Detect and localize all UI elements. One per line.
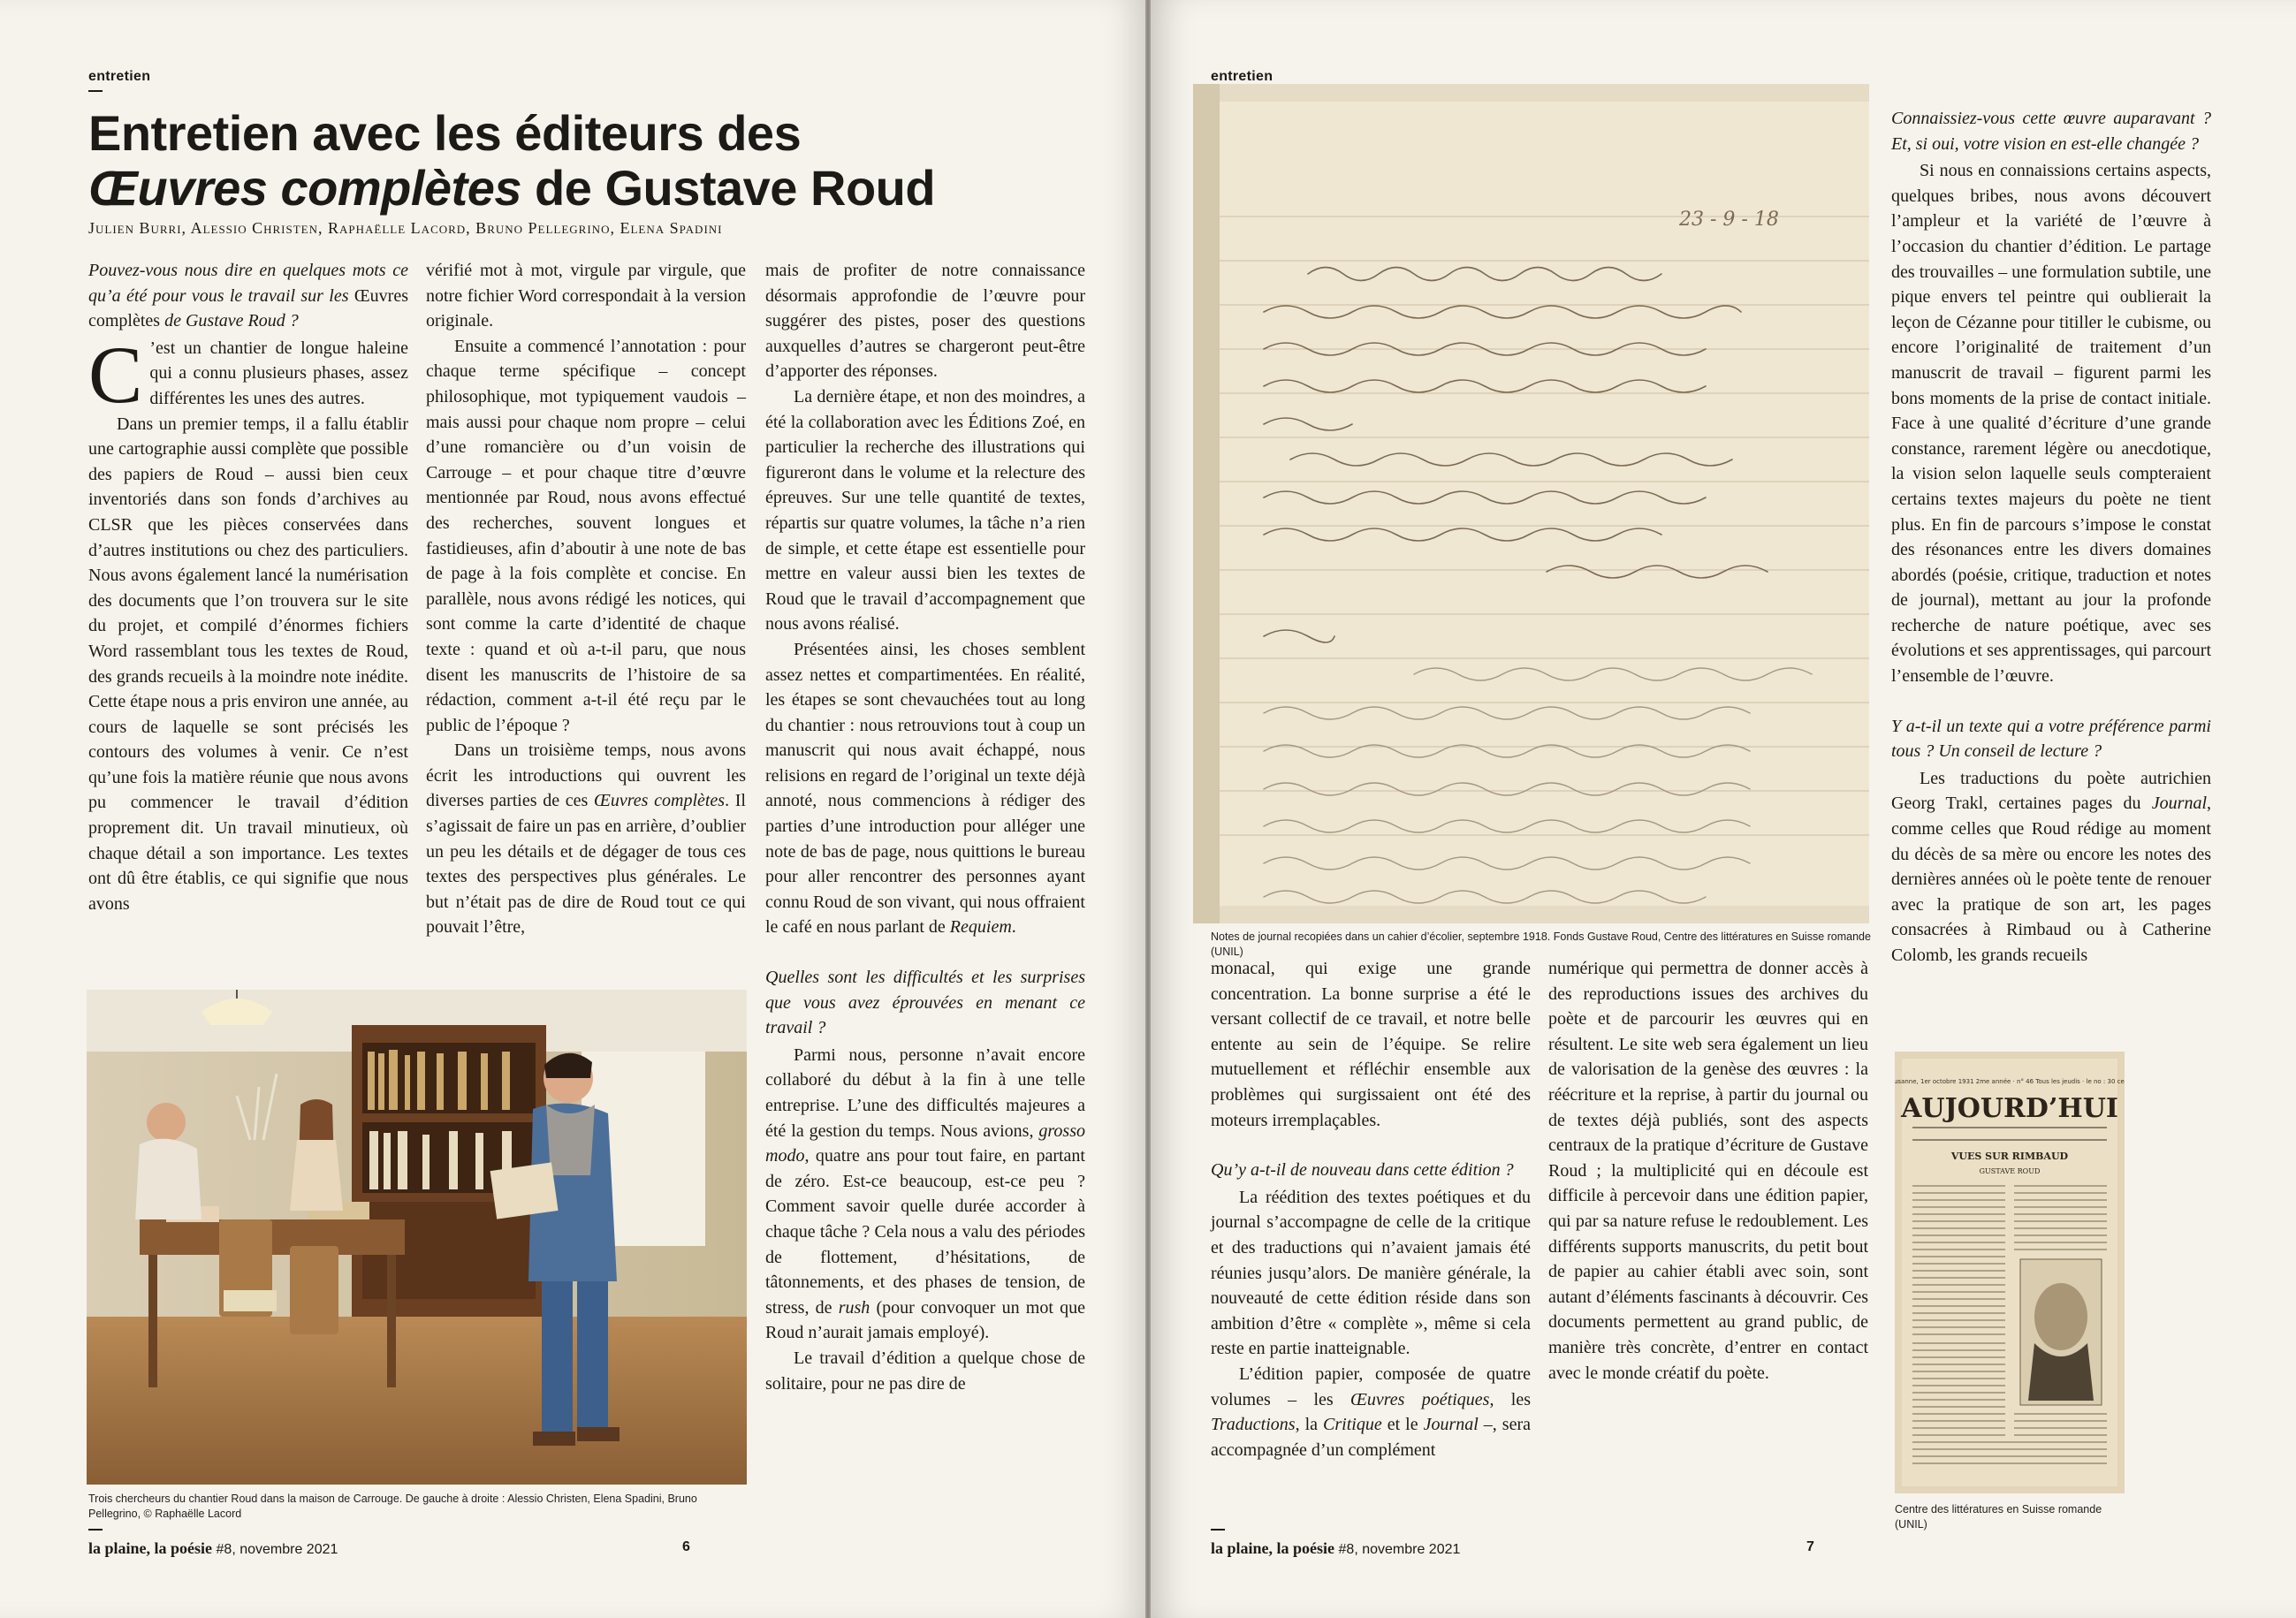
headline-line-2	[88, 161, 1061, 216]
paragraph: La dernière étape, et non des moindres, a été la collaboration avec les Éditions Zoé, en particulier la recherche des illustrations qui figureront dans le volume et la relecture des épreuves. Sur une telle quantité de textes, répartis sur quatre volumes, la tâche n’a rien de simple, et cette étape est essentielle pour mettre en valeur aussi bien les textes de Roud que le travail d’accompagnement que nous avons réalisé.	[765, 386, 1085, 634]
answer-paragraph-2: Dans un premier temps, il a fallu établir une cartographie aussi complète que possible des papiers de Roud – aussi bien ceux inventoriés dans son fonds d’archives au CLSR que les pièces conservées dans d’autres institutions ou chez des particuliers. Nous avons également lancé la numérisation des documents que l’on trouvera sur le site du projet, et compilé d’énormes fichiers Word rassemblant tous les textes de Roud, des grands recueils à la moindre note inédite. Cette étape nous a pris environ une année, au cours de laquelle se sont précisés les contours des volumes à venir. Ce n’est qu’une fois la matière réunie que nous avons pu commencer le travail d’édition proprement dit. Un travail minutieux, où chaque détail a son importance. Les textes ont dû être établis, ce qui signifie que nous avons	[88, 414, 408, 914]
paragraph: Si nous en connaissions certains aspects, quelques bribes, nous avons découvert l’ampleur et la variété de l’œuvre à l’occasion du chantier d’édition. Le partage des trouvailles – une formulation subtile, une pique envers tel peintre qui oublierait la leçon de Cézanne pour titiller le cubisme, ou encore l’originalité de traitement d’un manuscrit de travail – figurent parmi les bons moments de la prise de contact initiale. Face à une qualité d’écriture d’une grande constance, rarement légère ou anecdotique, la vision selon laquelle seuls compteraient certains textes majeurs du poète ne tient plus. En fin de parcours s’impose le constat des résonances entre les divers domaines abordés (poésie, critique, traduction et notes de journal), mettant au jour la profonde recherche de nature poétique, avec ses évolutions et ses apprentissages, qui parcourt l’ensemble de l’œuvre.	[1891, 161, 2211, 687]
footer	[1211, 1539, 1460, 1558]
issue-info: #8, novembre 2021	[1338, 1542, 1461, 1557]
photo-illustration	[87, 990, 747, 1485]
footer-rule	[1211, 1529, 1225, 1531]
aujourdhui-journal-image	[1895, 1052, 2125, 1493]
paragraph: monacal, qui exige une grande concentration. La bonne surprise a été le versant collectif de ce travail, et notre belle entente au sein de l’équipe. Se relire mutuellement et réfléchir ensemble aux problèmes qui surgissaient ont été des moteurs irremplaçables.	[1211, 959, 1531, 1130]
page-number: 6	[682, 1539, 690, 1554]
question-4: Connaissiez-vous cette œuvre auparavant ? Et, si oui, votre vision en est-elle changée ?	[1891, 109, 2211, 154]
paragraph: Le travail d’édition a quelque chose de solitaire, pour ne pas dire de	[765, 1348, 1085, 1394]
text-column-2	[1548, 956, 1868, 1386]
question-3: Qu’y a-t-il de nouveau dans cette édition ?	[1211, 1160, 1514, 1181]
drop-cap: C	[88, 329, 143, 420]
question-1: Pouvez-vous nous dire en quelques mots ce qu’a été pour vous le travail sur les Œuvres complètes de Gustave Roud ?	[88, 261, 408, 331]
answer-paragraph-1: C ’est un chantier de longue haleine qui a connu plusieurs phases, assez différentes les unes des autres.	[88, 329, 408, 420]
text-column-1	[88, 258, 408, 916]
section-rule	[88, 90, 103, 92]
magazine-title: la plaine, la poésie	[88, 1539, 213, 1557]
question-2: Quelles sont les difficultés et les surprises que vous avez éprouvées en menant ce travail ?	[765, 968, 1085, 1038]
paragraph: Ensuite a commencé l’annotation : pour chaque terme spécifique – concept philosophique, mot typiquement vaudois – mais aussi pour chaque nom propre – celui d’une romancière ou d’un voisin de Carrouge – et pour chaque titre d’œuvre mentionnée par Roud, nous avons effectué des recherches, souvent longues et fastidieuses, afin d’aboutir à une note de bas de page à la fois complète et concise. En parallèle, nous avons rédigé les notices, qui sont comme la carte d’identité de chaque texte : quand et où a-t-il paru, que nous disent les manuscrits de l’histoire de sa rédaction, comment a-t-il été reçu par le public de l’époque ?	[426, 336, 746, 735]
section-label: entretien	[1211, 69, 1273, 84]
paragraph: Les traductions du poète autrichien Georg Trakl, certaines pages du Journal, comme celles que Roud rédige au moment du décès de sa mère ou encore les notes des dernières années où le poète tente de renouer avec la pratique de son art, les pages consacrées à Rimbaud ou à Catherine Colomb, les grands recueils	[1891, 768, 2211, 965]
headline-italic: Œuvres complètes	[88, 160, 521, 216]
headline	[88, 106, 1061, 216]
journal-caption: Centre des littératures en Suisse romande (UNIL)	[1895, 1503, 2102, 1531]
question-5: Y a-t-il un texte qui a votre préférence parmi tous ? Un conseil de lecture ?	[1891, 716, 2211, 762]
text-column-2	[426, 258, 746, 940]
paragraph: L’édition papier, composée de quatre volumes – les Œuvres poétiques, les Traductions, la Critique et le Journal –, sera accompagnée d’un complément	[1211, 1364, 1532, 1460]
journal-dateline: Lausanne, 1er octobre 1931 2me année · n° 46 Tous les jeudis · le no : 30 cent.	[1895, 1078, 2125, 1085]
paragraph: Présentées ainsi, les choses semblent assez nettes et compartimentées. En réalité, les étapes se sont chevauchées tout au long du chantier : nous retrouvions tout à coup un manuscrit qui nous avait échappé, nous relisions en regard de l’original un texte déjà annoté, nous commencions à rédiger des parties d’une introduction pour alléger une note de bas de page, nous quittions le bureau pour aller rencontrer des personnes ayant connu Roud de son vivant, qui nous offraient le café en nous parlant de Requiem.	[765, 639, 1085, 938]
manuscript-illustration	[1193, 84, 1869, 923]
bylines: Julien Burri, Alessio Christen, Raphaëlle Lacord, Bruno Pellegrino, Elena Spadini	[88, 219, 723, 237]
text-column-1	[1211, 956, 1531, 1462]
text-column-3	[1891, 106, 2211, 969]
paragraph: vérifié mot à mot, virgule par virgule, que notre fichier Word correspondait à la version originale.	[426, 261, 746, 331]
journal-heading: VUES SUR RIMBAUD	[1950, 1151, 2069, 1162]
photo-caption: Trois chercheurs du chantier Roud dans la maison de Carrouge. De gauche à droite : Alessio Christen, Elena Spadini, Bruno Pellegrino, © Raphaëlle Lacord	[88, 1493, 697, 1520]
page-left	[0, 0, 1145, 1618]
footer-rule	[88, 1529, 103, 1531]
researchers-photo	[87, 990, 747, 1485]
headline-line-1: Entretien avec les éditeurs des	[88, 105, 802, 161]
text-column-3	[765, 258, 1085, 1396]
issue-info: #8, novembre 2021	[216, 1542, 338, 1557]
paragraph: La réédition des textes poétiques et du journal s’accompagne de celle de la critique et des traductions qui n’avaient jamais été réunies jusqu’alors. De manière générale, la nouveauté de cette édition réside dans son ambition d’être « complète », même si cela reste en partie inatteignable.	[1211, 1187, 1531, 1359]
page-number: 7	[1806, 1539, 1814, 1554]
journal-byline: GUSTAVE ROUD	[1979, 1167, 2041, 1175]
paragraph: numérique qui permettra de donner accès à des reproductions issues des archives du poète et de parcourir les œuvres qui en résultent. Le site web sera également un lieu de valorisation de la genèse des œuvres : la réécriture et la reprise, à partir du journal ou de textes déjà publiés, sont des aspects centraux de la pratique d’écriture de Gustave Roud ; la multiplicité qui en découle est difficile à percevoir dans une édition papier, qui par sa nature refuse le redoublement. Les différents supports manuscrits, du petit bout de papier au cahier établi avec soin, sont autant d’éléments fascinants à découvrir. Ces documents permettent au grand public, de manière très concrète, d’entrer en contact avec le monde créatif du poète.	[1548, 959, 1868, 1383]
manuscript-image	[1193, 84, 1869, 923]
paragraph: Parmi nous, personne n’avait encore collaboré du début à la fin à une telle entreprise. L’une des difficultés majeures a été la gestion du temps. Nous avions, grosso modo, quatre ans pour tout faire, en partant de zéro. Est-ce beaucoup, est-ce peu ? Comment savoir quelle durée accorder à chaque tâche ? Cela nous a valu des périodes de flottement, d’hésitations, de tâtonnements, et des phases de tension, de stress, de rush (pour convoquer un mot que Roud n’aurait jamais employé).	[765, 1044, 1085, 1343]
section-label: entretien	[88, 69, 151, 84]
page-right	[1151, 0, 2296, 1618]
paragraph: Dans un troisième temps, nous avons écrit les introductions qui ouvrent les diverses parties de ces Œuvres complètes. Il s’agissait de faire un pas en arrière, d’oublier un peu les détails et de dégager de tous ces textes des perspectives plus générales. Le but n’était pas de dire de Roud tout ce qui pouvait l’être,	[426, 741, 746, 938]
journal-illustration	[1895, 1052, 2125, 1493]
rimbaud-portrait	[2034, 1283, 2087, 1350]
footer	[88, 1539, 338, 1558]
manuscript-date: 23 - 9 - 18	[1679, 209, 1779, 231]
headline-rest: de Gustave Roud	[521, 160, 936, 216]
paragraph: mais de profiter de notre connaissance désormais approfondie de l’œuvre pour suggérer des pistes, poser des questions auxquelles d’autres se chargeront peut-être d’apporter des réponses.	[765, 261, 1085, 382]
magazine-title: la plaine, la poésie	[1211, 1539, 1335, 1557]
journal-masthead: AUJOURD’HUI	[1901, 1093, 2118, 1124]
manuscript-caption: Notes de journal recopiées dans un cahier d’écolier, septembre 1918. Fonds Gustave Roud, Centre des littératures en Suisse romande (UNIL)	[1211, 931, 1871, 958]
